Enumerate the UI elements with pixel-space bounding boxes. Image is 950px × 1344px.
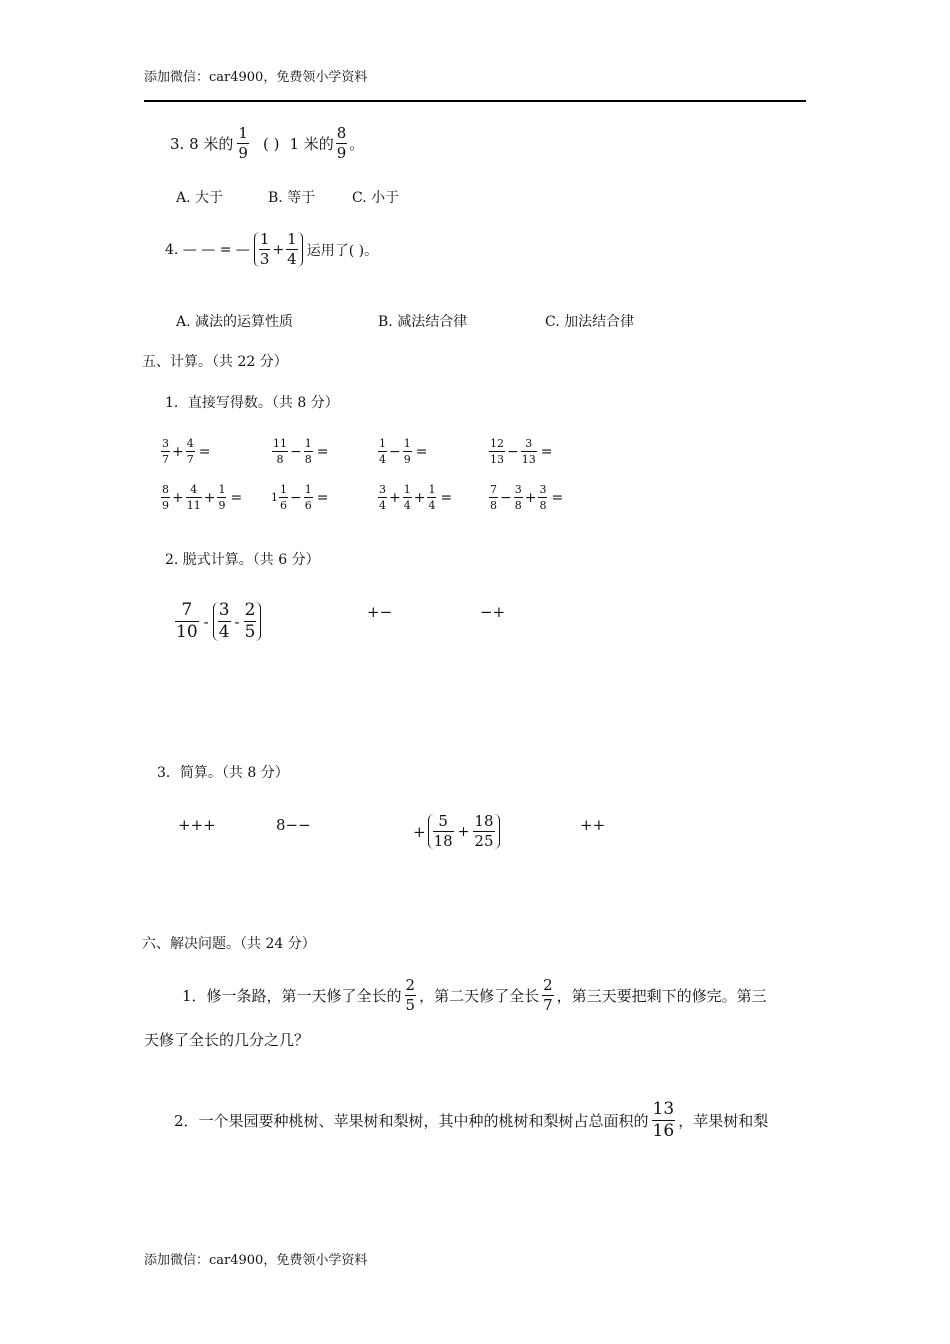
denominator: 6 — [304, 499, 312, 512]
numerator: 1 — [379, 437, 386, 450]
operator-sign: − — [389, 443, 401, 460]
denominator: 10 — [176, 622, 198, 642]
fraction — [652, 1101, 676, 1140]
fraction — [272, 438, 288, 465]
numerator: 1 — [403, 437, 411, 450]
problem-2-line-1 — [174, 1101, 768, 1140]
numerator: 1 — [238, 124, 248, 142]
problem-2-text-b: ，苹果树和梨 — [678, 1112, 769, 1130]
expr-2-3: −+ — [480, 603, 506, 621]
denominator: 9 — [238, 144, 248, 162]
q4-plus: + — [272, 241, 285, 258]
denominator: 5 — [244, 622, 256, 642]
calc-item-r2-1 — [160, 484, 243, 511]
q4-option-c: C. 加法结合律 — [545, 314, 635, 330]
equals-sign: = — [316, 443, 329, 460]
equals-sign: = — [551, 489, 564, 506]
numerator: 3 — [162, 437, 169, 450]
operator-sign: + — [172, 443, 184, 460]
denominator: 18 — [433, 832, 453, 850]
numerator: 1 — [403, 483, 411, 496]
numerator: 8 — [162, 483, 169, 496]
parenthesis — [213, 602, 262, 641]
fraction — [218, 602, 231, 641]
denominator: 16 — [652, 1121, 675, 1141]
fraction — [217, 484, 226, 511]
denominator: 4 — [218, 622, 230, 642]
plus-sign: + — [457, 823, 470, 840]
minus-sign: - — [203, 612, 209, 631]
denominator: 11 — [186, 499, 201, 512]
fraction — [279, 484, 288, 511]
section-5-part-3-title: 3．简算。（共 8 分） — [157, 765, 289, 781]
denominator: 9 — [162, 499, 169, 512]
fraction — [473, 814, 494, 849]
fraction — [175, 602, 199, 641]
calc-item-r2-2 — [271, 484, 329, 511]
calc-item-r1-1 — [160, 438, 211, 465]
header-text: 添加微信：car4900，免费领小学资料 — [144, 70, 368, 85]
problem-1-text-b: ，第二天修了全长 — [419, 987, 540, 1005]
denominator: 4 — [428, 499, 436, 512]
fraction — [489, 484, 498, 511]
q3-option-a: A. 大于 — [176, 190, 224, 206]
fraction — [538, 484, 547, 511]
denominator: 6 — [280, 499, 287, 512]
footer-text: 添加微信：car4900，免费领小学资料 — [144, 1253, 368, 1268]
numerator: 2 — [244, 600, 256, 620]
section-5-part-2-title: 2. 脱式计算。（共 6 分） — [165, 552, 320, 568]
equals-sign: = — [540, 443, 553, 460]
numerator: 1 — [218, 483, 226, 496]
denominator: 3 — [259, 250, 270, 268]
operator-sign: + — [389, 489, 401, 506]
fraction — [378, 438, 387, 465]
minus-sign: - — [234, 612, 240, 631]
problem-1-line-1 — [182, 978, 767, 1013]
equals-sign: = — [230, 489, 243, 506]
q4-prefix: 4. — — = — — [165, 241, 250, 258]
problem-2-text-a: 2．一个果园要种桃树、苹果树和梨树，其中种的桃树和梨树占总面积的 — [174, 1112, 649, 1130]
q3-end: 。 — [349, 135, 365, 153]
fraction — [489, 438, 505, 465]
denominator: 4 — [379, 499, 386, 512]
numerator: 3 — [539, 483, 547, 496]
denominator: 8 — [539, 499, 547, 512]
denominator: 9 — [336, 144, 347, 162]
numerator: 18 — [474, 812, 494, 830]
numerator: 4 — [190, 483, 198, 496]
q3-middle: 1 米的 — [289, 135, 334, 153]
numerator: 3 — [514, 483, 522, 496]
plus-sign: + — [413, 822, 426, 841]
operator-sign: − — [290, 443, 302, 460]
numerator: 1 — [280, 483, 287, 496]
equals-sign: = — [198, 443, 211, 460]
denominator: 13 — [490, 453, 504, 466]
denominator: 4 — [403, 499, 411, 512]
denominator: 8 — [490, 499, 497, 512]
equals-sign: = — [440, 489, 453, 506]
denominator: 7 — [186, 453, 194, 466]
numerator: 5 — [438, 812, 448, 830]
calc-item-r1-4 — [488, 438, 553, 465]
numerator: 1 — [304, 437, 312, 450]
numerator: 8 — [336, 124, 347, 142]
operator-sign: + — [413, 489, 426, 506]
parenthesis — [428, 814, 500, 849]
denominator: 8 — [304, 453, 312, 466]
section-5-part-1-title: 1．直接写得数。（共 8 分） — [165, 395, 339, 411]
q3-blank: ( ) — [262, 134, 280, 153]
fraction — [378, 484, 387, 511]
q4-fraction-2 — [286, 232, 298, 267]
denominator: 9 — [218, 499, 226, 512]
numerator: 11 — [273, 437, 287, 450]
equals-sign: = — [316, 489, 329, 506]
numerator: 3 — [525, 437, 533, 450]
operator-sign: + — [203, 489, 216, 506]
fraction — [304, 438, 313, 465]
operator-sign: − — [290, 489, 302, 506]
denominator: 4 — [287, 250, 297, 268]
fraction — [405, 978, 417, 1013]
expr-3-3 — [412, 814, 500, 849]
denominator: 7 — [162, 453, 169, 466]
q3-option-c: C. 小于 — [352, 190, 400, 206]
numerator: 4 — [186, 437, 194, 450]
denominator: 5 — [405, 996, 416, 1014]
fraction — [521, 438, 537, 465]
q4-parenthesis — [254, 232, 303, 267]
question-4 — [165, 232, 378, 267]
fraction — [433, 814, 454, 849]
calc-item-r1-3 — [377, 438, 428, 465]
denominator: 9 — [403, 453, 411, 466]
numerator: 7 — [490, 483, 497, 496]
numerator: 1 — [428, 483, 436, 496]
fraction — [403, 438, 412, 465]
header-rule — [144, 100, 806, 102]
denominator: 25 — [474, 832, 494, 850]
denominator: 13 — [521, 453, 536, 466]
expr-3-4: ++ — [580, 816, 606, 834]
calc-item-r2-4 — [488, 484, 564, 511]
equals-sign: = — [415, 443, 428, 460]
numerator: 1 — [287, 230, 297, 248]
numerator: 1 — [259, 230, 270, 248]
fraction — [244, 602, 257, 641]
section-6-title: 六、解决问题。（共 24 分） — [142, 936, 316, 952]
numerator: 13 — [652, 1099, 675, 1119]
fraction — [186, 438, 195, 465]
expr-3-2: 8−− — [276, 816, 311, 834]
denominator: 8 — [514, 499, 522, 512]
fraction — [514, 484, 523, 511]
operator-sign: + — [172, 489, 184, 506]
fraction — [304, 484, 313, 511]
denominator: 7 — [543, 996, 553, 1014]
fraction — [186, 484, 202, 511]
expr-2-2: +− — [367, 603, 393, 621]
fraction — [161, 438, 170, 465]
denominator: 4 — [379, 453, 386, 466]
numerator: 7 — [181, 600, 193, 620]
fraction — [427, 484, 436, 511]
problem-1-text-c: ，第三天要把剩下的修完。第三 — [556, 987, 767, 1005]
section-5-title: 五、计算。（共 22 分） — [142, 354, 288, 370]
q3-option-b: B. 等于 — [268, 190, 316, 206]
numerator: 1 — [304, 483, 312, 496]
problem-1-text-a: 1．修一条路，第一天修了全长的 — [182, 987, 402, 1005]
numerator: 2 — [543, 976, 553, 994]
fraction — [403, 484, 412, 511]
denominator: 8 — [276, 453, 284, 466]
q4-suffix: 运用了( )。 — [306, 242, 379, 259]
expr-3-1: +++ — [178, 816, 216, 834]
q3-fraction-2 — [336, 126, 348, 161]
operator-sign: + — [524, 489, 537, 506]
expr-2-1 — [174, 602, 261, 641]
operator-sign: − — [500, 489, 512, 506]
q4-option-a: A. 减法的运算性质 — [176, 314, 294, 330]
operator-sign: − — [507, 443, 519, 460]
numerator: 3 — [218, 600, 230, 620]
fraction — [161, 484, 170, 511]
fraction — [542, 978, 554, 1013]
whole-number: 1 — [271, 491, 278, 504]
calc-item-r2-3 — [377, 484, 453, 511]
numerator: 3 — [379, 483, 386, 496]
calc-item-r1-2 — [271, 438, 329, 465]
question-3 — [170, 126, 364, 161]
q4-fraction-1 — [259, 232, 271, 267]
numerator: 12 — [490, 437, 504, 450]
numerator: 2 — [405, 976, 416, 994]
problem-1-line-2: 天修了全长的几分之几？ — [144, 1031, 310, 1049]
q3-fraction-1 — [237, 126, 249, 161]
q3-prefix: 3. 8 米的 — [170, 135, 234, 153]
q4-option-b: B. 减法结合律 — [378, 314, 468, 330]
